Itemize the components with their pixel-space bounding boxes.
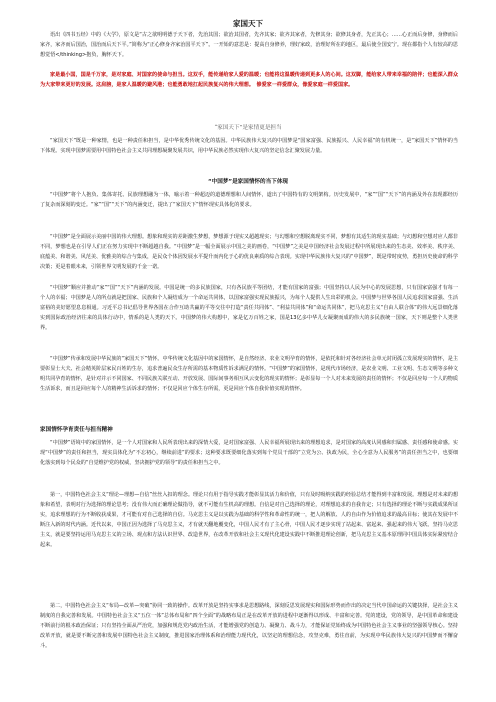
paragraph-point-two: 第二，中国特色社会主义“布局—改革—突破”协同一致的操作。改革开放是坚持实事求是思想路线，深刻反思发展现实和国际形势而作出的决定当代中国命运的关键抉择，是社会主义制度的自我完善和发展。中国特色社会主义“五位一体”总体布局和“四个全面”的战略布局正是在改革开放的进程中逐渐得以形成、丰富和完善。党的建设，党的领导，是中国革命和建设不断前行的根本政治保证；只有坚持全面从严治党，加强和规范党内政治生活，才能增强党的创造力、凝聚力、战斗力，才能保证党始终成为中国特色社会主义事业的坚强领导核心。坚持改革开放，就是要不断完善和发展中国特色社会主义制度，推进国家治理体系和治理能力现代化，以坚定的理想信念，攻坚克难，勇往直前，为实现中华民族伟大复兴的中国梦而不懈奋斗。: [40, 603, 458, 650]
paragraph-china-dream-beauty: “中国梦”是全面展示美丽中国的伟大理想。想象和现实的差距激生梦想，梦想源于现实又超越现实；与幻想和空想脱离现实不同，梦想有其适生的现实基础；与幻想和空想对应人都非不同，梦想也是在引导人们正在努力实现中不断超越自我。“中国梦”是一幅全面展示中国之美的画卷，“中国梦”之美是中国经济社会发展过程中所展现出来的生态美、效率美、秩序美、底蕴美、和谐美、风范美、优雅美的综合与集成，是民众个体因发展水平提升而内化于心的优良素质的综合表现。实现中华民族伟大复兴的“中国梦”，既是带时度势，勇担历史使命的科学决策；更是着眼未来，引领世界文明发展的千金一诺。: [40, 234, 458, 271]
paragraph-family-responsibility: “家国天下”既是一种家情，也是一种责任和担当，是中华优秀传统文化的基因。中华民族伟大复兴的中国梦是“国家富强、民族振兴、人民幸福”的有机统一，是“家国天下”情怀的当下体现。实现中国梦需要用中国特色社会主义共同理想凝聚发展共识，用中华民族必然实现伟大复兴的坚定信念汇聚发展力量。: [40, 138, 458, 155]
paragraph-china-dream-heritage: “中国梦”传承和发展中华民族的“家国天下”情怀。中华传统文化基因中的家国情怀，是自然经济、农业文明孕育的情怀，是依托和针对各经济社会单元封闭孤立发展现实的情怀，是主要彰显士大夫、社会精英阶层家民百姓的生存，追求普遍民众生存所需的基本物质性诉求满足的情怀。“中国梦”的家国情怀，是现代市场经济，是农业文明、工业文明、生态文明等多种文明共同孕育的情怀，是针对并示不同国家、不同民族关联互动、开放发展、国际间事务相互风云变化的现实的情怀；是彰显每一个人对未来发展的责任的情怀；不仅是回应每一个人的物质生活诉求，而且是回应每个人的精神生活诉求的情怀；不仅是回应个体生存所需，更是回应个体自我价值实现的情怀。: [40, 356, 458, 393]
highlight-paragraph: 家是最小国，国是千万家，是对家庭、对国家的使命与担当。这双手，能传递给家人爱的温暖；也能将这温暖传递到更多人的心间。这双脚，能给家人带来幸福的陪伴；也能深入群众为大家带来更好的发展。这肩膀，是家人温暖的避风港；也能勇敢地扛起民族复兴的伟大理想。 修爱家一样爱群众，像爱家庭一样爱国家。: [40, 72, 458, 89]
subtitle-quote: “家国天下”是家情更是担当: [214, 125, 282, 131]
paragraph-responsibility: “中国梦”语境中的家国情怀，是一个人对国家和人民所表现出来的深情大爱，是对国家富强、人民幸福所展现出来的理想追求，是对国家的高度认同感和归属感、责任感和使命感。实现“中国梦”的责任和担当，现实具体化为“不忘初心，继续前进”的要求；这种要求既要细化落实到每个党员干部的“立党为公、执政为民，全心全意为人民服务”的责任担当之中，也要细化落实到每个民众的“自觉维护党的权威，坚决拥护党的领导”的责任和担当之中。: [40, 440, 458, 467]
intro-paragraph: 语出《四书五经》中的《大学》，原文是“古之欲明明德于天下者，先治其国；欲治其国者，先齐其家；欲齐其家者，先修其身；欲修其身者，先正其心；……心正而后身修，身修而后家齐，家齐而后国治，国治而后天下平。”简称为“正心修身齐家治国平天下”。一开始的意思是：提高自身修养，理好家政，治理好所在的地区，最后使全国安宁。现在都指个人有较高的思想觉悟</thinking>抱负，胸怀天下。: [40, 32, 458, 59]
section-heading-china-dream: “中国梦”是家国情怀的当下体现: [207, 179, 289, 185]
section-heading-responsibility: 家国情怀孕育责任与担当精神: [40, 427, 113, 433]
paragraph-china-dream-development: “中国梦”顺应并推动“家”“国”“天下”内涵的发展。中国是统一的多民族国家，只有各民族平等团结，才能有国家的富强；中国坚持以人民为中心的发展思想，只有国家富强才有每一个人的幸福；中国梦是人的所点就是把国家、民族和个人凝结成为一个命运共同体，以国家富强实现民族振兴，为每个人提供人生出彩的机会。中国梦与世界各国人民追求国家富强、生活富裕的美好愿望息息相通。习近平总书记倡导世界各国在合作互助共赢的平等交往中打造“责任共同体”、“利益共同体”和“命运共同体”，把马克思主义“自由人联合体”的伟大远景细化落实到国际政治经济往来的具体行动中，情系的是人类的天下。中国梦的伟大构想中，家是亿万百姓之家，国是13亿多中华儿女凝聚而成的伟大的多民族统一国家，天下则是整个人类世界。: [40, 285, 458, 332]
paragraph-point-one: 第一，中国特色社会主义“理论—理想—自信”丝丝入扣的理念。理论只有用于指导实践才能彰显其活力和价值，只有及时吸纳实践的经验总结才能得到丰富和发展。理想是对未来的想象和希望，表明对行为选择的理论思考；没有伟大而正确理论做指导，就不可能有生机高的理想。自信是对自己选择的理论，对理想追求的自我肯定；只有选择的理论不断与实践成果所证实，追求理想的行为不断收获成果，才可能有对自己选择的自信。马克思主义是以实践为基础的科学性和革命性的统一，把人的解放、人的自由作为价值追求的最高目标；使其在发展中不断注入新的时代内涵。近代以来，中国正因为选择了马克思主义，才有就天翻地覆变化，中国人民才有了主心骨，中国人民才逐步实现了站起来、富起来、强起来的伟大飞跃。坚持马克思主义，就是要坚持运用马克思主义的立场、观点和方法认识世界、改造世界，在改革开放和社会主义现代化建设实践中不断推进理论创新，把马克思主义基本原理同中国具体实际紧密结合起来。: [40, 492, 458, 549]
page-title: 家国天下: [233, 19, 263, 28]
paragraph-china-dream-intro: “中国梦”将个人抱负、集体寄托、民族理想融为一体，喻示着一种超迈的道德理想和人间情怀，道出了中国特有的文明架构。历史发展中，“家”“国”“天下”的内涵及外在表现都经历了复杂而深刻的变迁。“家”“国”“天下”的内涵变迁，提出了“家国天下”情怀现实具体化的要求。: [40, 192, 458, 209]
